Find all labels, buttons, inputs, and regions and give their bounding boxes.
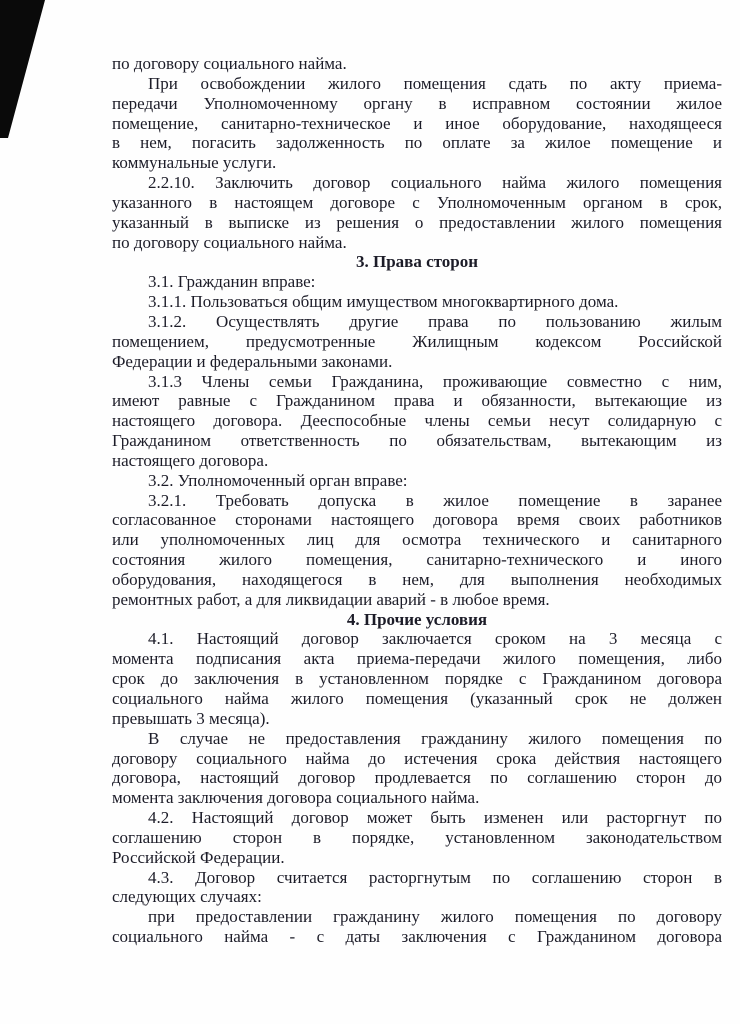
text-line: следующих случаях:	[112, 887, 262, 907]
text-line: 4.3. Договор считается расторгнутым по соглашению сторон в	[148, 867, 722, 887]
text-line: договора, настоящий договор продлевается по соглашению сторон до	[112, 768, 722, 788]
section-heading: 3. Права сторон	[355, 252, 479, 272]
text-line: имеют равные с Гражданином права и обязанности, вытекающие из	[112, 391, 722, 411]
text-line: передачи Уполномоченному органу в исправном состоянии жилое	[112, 93, 722, 113]
text-line: 3.2. Уполномоченный орган вправе:	[148, 470, 408, 490]
text-line: ремонтных работ, а для ликвидации аварий - в любое время.	[112, 589, 550, 609]
text-line: по договору социального найма.	[112, 54, 347, 73]
text-line: 4.2. Настоящий договор может быть изменен или расторгнут по	[148, 808, 722, 828]
text-line: помещение, санитарно-техническое и иное оборудование, находящееся	[112, 113, 722, 133]
text-line: по договору социального найма.	[112, 232, 347, 252]
text-line: Федерации и федеральными законами.	[112, 351, 393, 371]
text-line: момента подписания акта приема-передачи жилого помещения, либо	[112, 649, 722, 669]
text-line: Российской Федерации.	[112, 847, 285, 867]
text-line: оборудования, находящегося в нем, для выполнения необходимых	[112, 569, 722, 589]
text-line: согласованное сторонами настоящего договора время своих работников	[112, 510, 722, 530]
document-page-text	[112, 54, 722, 947]
text-line: превышать 3 месяца).	[112, 708, 270, 728]
text-line: При освобождении жилого помещения сдать по акту приема-	[148, 73, 722, 93]
text-line: указанный в выписке из решения о предоставлении жилого помещения	[112, 212, 722, 232]
text-line: в нем, погасить задолженность по оплате за жилое помещение и	[112, 133, 722, 153]
text-line: договору социального найма до истечения срока действия настоящего	[112, 748, 722, 768]
text-line: настоящего договора. Дееспособные члены семьи несут солидарную с	[112, 411, 722, 431]
text-line: состояния жилого помещения, санитарно-технического и иного	[112, 550, 722, 570]
section-heading: 4. Прочие условия	[346, 609, 488, 629]
text-line: 3.1.1. Пользоваться общим имуществом многоквартирного дома.	[148, 292, 619, 312]
text-line: указанного в настоящем договоре с Уполномоченным органом в срок,	[112, 192, 722, 212]
text-line: коммунальные услуги.	[112, 153, 277, 173]
text-line: 3.1. Гражданин вправе:	[148, 272, 316, 292]
scan-edge-shadow	[0, 0, 50, 140]
text-line: соглашению сторон в порядке, установленном законодательством	[112, 827, 722, 847]
text-line: 3.1.2. Осуществлять другие права по пользованию жилым	[148, 311, 722, 331]
text-line: социального найма - с даты заключения с Гражданином договора	[112, 927, 722, 947]
text-line: 3.2.1. Требовать допуска в жилое помещение в заранее	[148, 490, 722, 510]
text-line: социального найма жилого помещения (указанный срок не должен	[112, 689, 722, 708]
text-line: настоящего договора.	[112, 450, 269, 470]
text-line: срок до заключения в установленном порядке с Гражданином договора	[112, 669, 722, 689]
text-line: помещением, предусмотренные Жилищным кодексом Российской	[112, 331, 722, 351]
text-line: Гражданином ответственность по обязательствам, вытекающим из	[112, 431, 722, 451]
text-line: момента заключения договора социального найма.	[112, 788, 480, 808]
text-line: В случае не предоставления гражданину жилого помещения по	[148, 728, 722, 748]
text-line: при предоставлении гражданину жилого помещения по договору	[148, 907, 722, 927]
text-line: или уполномоченных лиц для осмотра технического и санитарного	[112, 530, 722, 550]
text-line: 4.1. Настоящий договор заключается сроком на 3 месяца с	[148, 629, 722, 649]
text-line: 2.2.10. Заключить договор социального найма жилого помещения	[148, 173, 722, 193]
text-line: 3.1.3 Члены семьи Гражданина, проживающие совместно с ним,	[148, 371, 722, 391]
